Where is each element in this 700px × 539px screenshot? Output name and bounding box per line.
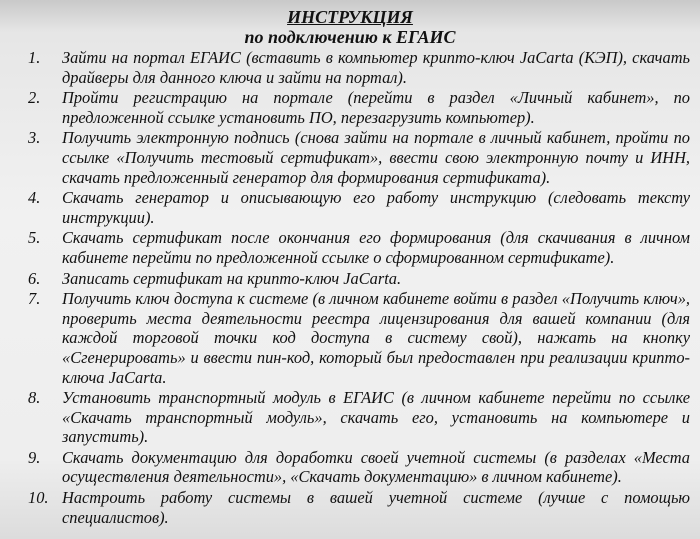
step-item bbox=[28, 488, 690, 527]
step-item bbox=[28, 388, 690, 447]
step-item bbox=[28, 289, 690, 387]
step-text: Скачать генератор и описывающую его работу инструкцию (следовать тексту инструкции). bbox=[62, 188, 690, 227]
step-text: Пройти регистрацию на портале (перейти в раздел «Личный кабинет», по предложенной ссылке установить ПО, перезагрузить компьютер). bbox=[62, 88, 690, 127]
step-text: Скачать сертификат после окончания его формирования (для скачивания в личном кабинете перейти по предложенной ссылке о сформированном сертификате). bbox=[62, 228, 690, 267]
step-text: Установить транспортный модуль в ЕГАИС (в личном кабинете перейти по ссылке «Скачать транспортный модуль», скачать его, установить на компьютере и запустить). bbox=[62, 388, 690, 447]
step-number: 5. bbox=[28, 228, 41, 248]
step-number: 7. bbox=[28, 289, 41, 309]
step-text: Скачать документацию для доработки своей учетной системы (в разделах «Места осуществления деятельности», «Скачать документацию» в личном кабинете). bbox=[62, 447, 690, 487]
step-text: Зайти на портал ЕГАИС (вставить в компьютер крипто-ключ JaCarta (КЭП), скачать драйверы для данного ключа и зайти на портал). bbox=[62, 48, 690, 87]
step-text: Записать сертификат на крипто-ключ JaCarta. bbox=[62, 268, 402, 288]
step-number: 1. bbox=[28, 48, 41, 67]
step-number: 6. bbox=[28, 268, 41, 288]
step-item bbox=[28, 269, 690, 289]
step-text: Получить ключ доступа к системе (в личном кабинете войти в раздел «Получить ключ», проверить места деятельности реестра лицензирования для вашей компании (для каждой торговой точки код доступа в систему свой), нажать на кнопку «Сгенерировать» и ввести пин-код, который был предоставлен при реализации крипто-ключа JaCarta. bbox=[62, 289, 690, 387]
step-item bbox=[28, 48, 690, 87]
step-number: 8. bbox=[28, 388, 41, 408]
step-number: 2. bbox=[28, 88, 41, 108]
step-item bbox=[28, 128, 690, 187]
step-number: 10. bbox=[28, 488, 49, 508]
step-number: 3. bbox=[28, 128, 41, 148]
step-text: Настроить работу системы в вашей учетной системе (лучше с помощью специалистов). bbox=[62, 488, 690, 527]
step-number: 9. bbox=[28, 447, 41, 467]
step-item bbox=[28, 188, 690, 227]
steps-list bbox=[28, 48, 690, 527]
document-title: ИНСТРУКЦИЯ bbox=[287, 7, 413, 27]
document-subtitle: по подключению к ЕГАИС bbox=[244, 27, 456, 47]
step-item bbox=[28, 448, 690, 487]
step-number: 4. bbox=[28, 188, 41, 208]
step-item bbox=[28, 88, 690, 127]
step-text: Получить электронную подпись (снова зайти на портале в личный кабинет, пройти по ссылке «Получить тестовый сертификат», ввести свою электронную почту и ИНН, скачать предложенный генератор для формирования сертификата). bbox=[62, 128, 690, 187]
step-item bbox=[28, 228, 690, 267]
